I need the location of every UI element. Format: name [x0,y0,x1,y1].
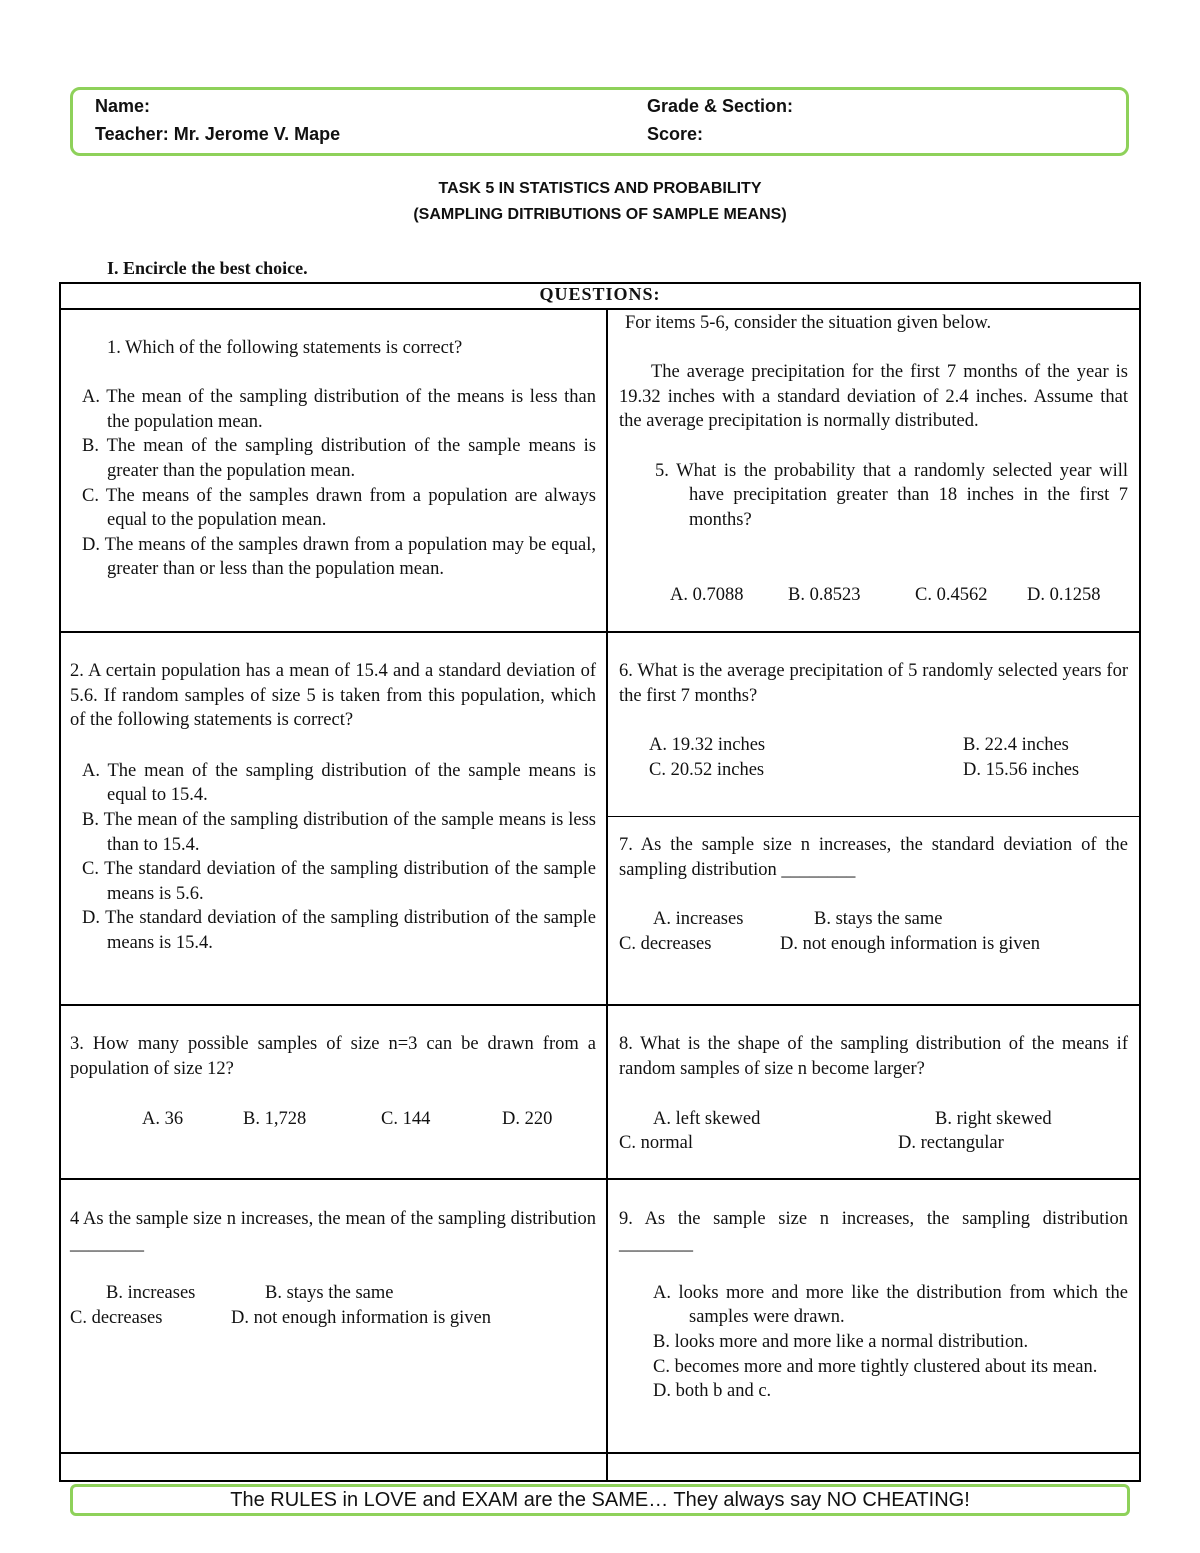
footer-motto: The RULES in LOVE and EXAM are the SAME… They always say NO CHEATING! [70,1484,1130,1516]
q1-option-a[interactable]: A. The mean of the sampling distribution of the means is less than the population mean. [82,387,596,432]
q4-option-d[interactable]: D. not enough information is given [231,1308,491,1328]
q7-option-a[interactable]: A. increases [653,909,744,929]
q3-option-a[interactable]: A. 36 [142,1109,184,1129]
q2-option-b[interactable]: B. The mean of the sampling distribution of the sample means is less than to 15.4. [82,809,596,855]
q1-option-b[interactable]: B. The mean of the sampling distribution of the sample means is greater than the population mean. [82,436,596,481]
question-8-stem: 8. What is the shape of the sampling distribution of the means if random samples of size n become larger? [619,1034,1128,1079]
student-info-box [70,87,1129,156]
q5-option-d[interactable]: D. 0.1258 [1027,585,1101,605]
question-2-stem: 2. A certain population has a mean of 15.4 and a standard deviation of 5.6. If random samples of size 5 is taken from this population, which of the following statements is correct? [70,661,596,731]
q2-option-c[interactable]: C. The standard deviation of the sampling distribution of the sample means is 5.6. [82,859,596,904]
question-4 [70,1207,596,1256]
task-title: TASK 5 IN STATISTICS AND PROBABILITY [438,180,762,197]
question-9-stem: 9. As the sample size n increases, the sampling distribution ________ [619,1209,1128,1254]
q8-option-b[interactable]: B. right skewed [935,1109,1052,1129]
question-7 [619,833,1128,882]
q4-option-a[interactable]: B. increases [106,1283,196,1303]
q7-option-b[interactable]: B. stays the same [814,909,943,929]
question-1-stem: 1. Which of the following statements is correct? [107,338,463,358]
question-6 [619,659,1128,708]
q9-option-d[interactable]: D. both b and c. [653,1381,772,1402]
questions-header: QUESTIONS: [539,284,661,304]
task-subtitle: (SAMPLING DITRIBUTIONS OF SAMPLE MEANS) [413,206,787,223]
q7-option-c[interactable]: C. decreases [619,934,712,954]
teacher-label: Teacher: Mr. Jerome V. Mape [95,124,341,144]
q1-option-c[interactable]: C. The means of the samples drawn from a population are always equal to the population mean. [82,485,596,531]
row-divider-right-1 [607,816,1140,817]
q6-option-b[interactable]: B. 22.4 inches [963,735,1069,755]
q3-option-c[interactable]: C. 144 [381,1109,431,1129]
question-3-stem: 3. How many possible samples of size n=3 can be drawn from a population of size 12? [70,1034,596,1079]
q5-option-c[interactable]: C. 0.4562 [915,585,988,605]
q8-option-c[interactable]: C. normal [619,1133,693,1153]
q9-option-c[interactable]: C. becomes more and more tightly clustered about its mean. [653,1356,1098,1377]
score-label: Score: [647,124,704,144]
q2-option-a[interactable]: A. The mean of the sampling distribution of the sample means is equal to 15.4. [82,760,596,806]
q5-option-a[interactable]: A. 0.7088 [670,585,744,605]
question-3 [70,1032,596,1081]
question-1 [70,336,596,582]
situation-block [619,311,1128,532]
q5-option-b[interactable]: B. 0.8523 [788,585,861,605]
instruction: I. Encircle the best choice. [107,258,308,278]
question-2 [70,659,596,956]
table-bottom-border [59,1480,1141,1482]
q8-option-d[interactable]: D. rectangular [898,1133,1004,1153]
table-right-border [1139,282,1141,1482]
q9-option-a[interactable]: A. looks more and more like the distribution from which the samples were drawn. [653,1282,1128,1328]
q3-option-d[interactable]: D. 220 [502,1109,553,1129]
q9-option-b[interactable]: B. looks more and more like a normal distribution. [653,1331,1029,1352]
q8-option-a[interactable]: A. left skewed [653,1109,761,1129]
row-divider-4 [59,1452,1141,1454]
row-divider-3 [59,1178,1141,1180]
question-8 [619,1032,1128,1081]
q6-option-c[interactable]: C. 20.52 inches [649,760,765,780]
row-divider-2 [59,1004,1141,1006]
q7-option-d[interactable]: D. not enough information is given [780,934,1040,954]
name-label: Name: [95,96,151,116]
q1-option-d[interactable]: D. The means of the samples drawn from a population may be equal, greater than or less than the population mean. [82,534,596,580]
situation-text: The average precipitation for the first 7 months of the year is 19.32 inches with a standard deviation of 2.4 inches. Assume that the average precipitation is normally distributed. [619,362,1128,432]
question-7-stem: 7. As the sample size n increases, the standard deviation of the sampling distribution ________ [619,835,1128,880]
q3-option-b[interactable]: B. 1,728 [243,1109,307,1129]
q2-option-d[interactable]: D. The standard deviation of the sampling distribution of the sample means is 15.4. [82,908,596,953]
q4-option-b[interactable]: B. stays the same [265,1283,394,1303]
q6-option-a[interactable]: A. 19.32 inches [649,735,766,755]
q6-option-d[interactable]: D. 15.56 inches [963,760,1080,780]
table-center-divider [606,308,608,1482]
table-left-border [59,282,61,1482]
question-6-stem: 6. What is the average precipitation of 5 randomly selected years for the first 7 months? [619,661,1128,706]
situation-intro: For items 5-6, consider the situation given below. [625,313,992,333]
grade-section-label: Grade & Section: [647,96,794,116]
question-9 [619,1207,1128,1404]
table-header-border [59,308,1141,310]
question-4-stem: 4 As the sample size n increases, the mean of the sampling distribution ________ [70,1209,596,1254]
row-divider-1 [59,631,1141,633]
question-5-stem: 5. What is the probability that a randomly selected year will have precipitation greater than 18 inches in the first 7 months? [655,460,1128,530]
q4-option-c[interactable]: C. decreases [70,1308,163,1328]
